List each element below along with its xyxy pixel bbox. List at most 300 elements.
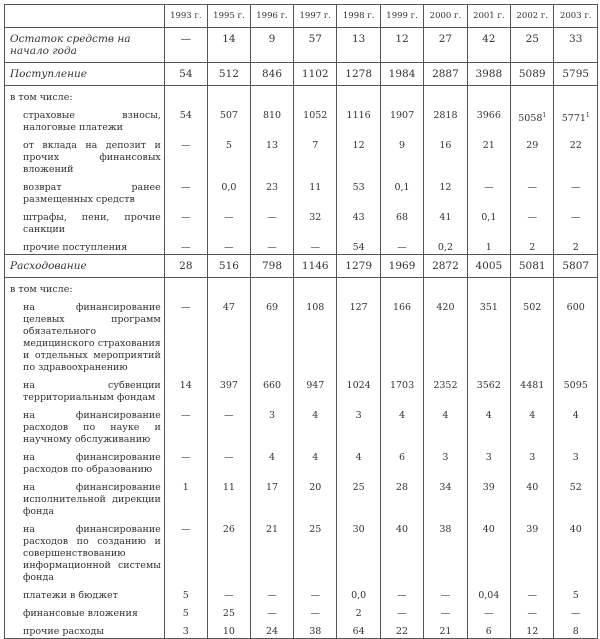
cell-value bbox=[380, 236, 423, 255]
value-text: — bbox=[440, 590, 451, 601]
cell-value bbox=[294, 255, 337, 278]
value-text: — bbox=[181, 182, 191, 193]
value-text: 47 bbox=[222, 302, 235, 313]
value-text: 3 bbox=[442, 452, 449, 463]
value-text: 5807 bbox=[562, 260, 590, 272]
value-text: 69 bbox=[265, 302, 279, 313]
cell-value bbox=[467, 28, 510, 63]
value-text: — bbox=[267, 590, 277, 601]
table-row bbox=[5, 86, 598, 105]
value-text: 16 bbox=[439, 140, 452, 151]
cell-value bbox=[337, 584, 380, 602]
value-text: — bbox=[181, 524, 191, 535]
cell-value bbox=[294, 476, 337, 518]
cell-value bbox=[294, 134, 337, 176]
value-text: 4 bbox=[572, 410, 579, 421]
value-text: 2 bbox=[529, 242, 536, 253]
value-text: 3 bbox=[572, 452, 579, 463]
table-row bbox=[5, 518, 598, 584]
value-text: 0,0 bbox=[351, 590, 367, 601]
cell-value bbox=[511, 278, 554, 297]
cell-value bbox=[250, 476, 293, 518]
cell-value bbox=[380, 134, 423, 176]
value-text: — bbox=[527, 590, 537, 601]
row-label: в том числе: bbox=[5, 86, 165, 105]
label-header bbox=[5, 5, 165, 28]
cell-value bbox=[250, 236, 293, 255]
value-text: 40 bbox=[569, 524, 582, 535]
cell-value bbox=[554, 134, 598, 176]
cell-value bbox=[164, 602, 207, 620]
value-text: 9 bbox=[399, 140, 406, 151]
footnote-mark: 1 bbox=[542, 112, 547, 119]
value-text: 0,1 bbox=[481, 212, 497, 223]
cell-value bbox=[207, 134, 250, 176]
value-text: 17 bbox=[265, 482, 279, 493]
cell-value bbox=[424, 206, 467, 236]
value-text: — bbox=[310, 590, 320, 601]
value-text: 846 bbox=[261, 68, 283, 80]
value-text: — bbox=[224, 212, 234, 223]
row-label: страховые взносы, налоговые платежи bbox=[5, 104, 165, 134]
value-text: 512 bbox=[218, 68, 239, 80]
cell-value bbox=[467, 134, 510, 176]
cell-value bbox=[250, 296, 293, 374]
cell-value bbox=[380, 86, 423, 105]
value-text: — bbox=[570, 608, 581, 619]
cell-value bbox=[424, 620, 467, 639]
value-text: 351 bbox=[479, 302, 498, 313]
cell-value bbox=[424, 374, 467, 404]
value-text: — bbox=[181, 140, 191, 151]
value-text: — bbox=[570, 182, 581, 193]
value-text: — bbox=[484, 182, 494, 193]
cell-value bbox=[424, 134, 467, 176]
year-header: 2003 г. bbox=[554, 5, 598, 28]
value-text: 25 bbox=[525, 33, 539, 45]
cell-value bbox=[207, 620, 250, 639]
row-label: на финансирование расходов по науке и научному обслуживанию bbox=[5, 404, 165, 446]
value-text: 1703 bbox=[389, 380, 415, 391]
cell-value bbox=[467, 374, 510, 404]
value-text: 127 bbox=[349, 302, 368, 313]
value-text: 26 bbox=[222, 524, 235, 535]
cell-value bbox=[164, 374, 207, 404]
footnote-mark: 1 bbox=[585, 112, 590, 119]
value-text: 11 bbox=[222, 482, 235, 493]
cell-value bbox=[554, 476, 598, 518]
table-row bbox=[5, 296, 598, 374]
cell-value bbox=[250, 374, 293, 404]
cell-value bbox=[380, 404, 423, 446]
value-text: — bbox=[181, 410, 191, 421]
cell-value bbox=[294, 28, 337, 63]
value-text: 2887 bbox=[432, 68, 459, 80]
value-text: — bbox=[397, 608, 407, 619]
table-row bbox=[5, 134, 598, 176]
value-text: 21 bbox=[439, 626, 452, 637]
cell-value bbox=[337, 446, 380, 476]
cell-value bbox=[337, 63, 380, 86]
value-text: 38 bbox=[309, 626, 322, 637]
value-text: 4005 bbox=[475, 260, 503, 272]
value-text: 3 bbox=[355, 410, 362, 421]
cell-value bbox=[250, 255, 293, 278]
value-text: 14 bbox=[179, 380, 192, 391]
cell-value bbox=[250, 206, 293, 236]
cell-value bbox=[554, 404, 598, 446]
cell-value bbox=[337, 404, 380, 446]
cell-value bbox=[337, 620, 380, 639]
value-text: 2352 bbox=[433, 380, 458, 391]
cell-value bbox=[554, 63, 598, 86]
cell-value bbox=[294, 278, 337, 297]
cell-value bbox=[164, 518, 207, 584]
value-text: 0,0 bbox=[221, 182, 237, 193]
value-text: 5 bbox=[182, 590, 189, 601]
year-header: 1993 г. bbox=[164, 5, 207, 28]
value-text: 33 bbox=[569, 33, 583, 45]
value-text: — bbox=[484, 608, 494, 619]
value-text: 4 bbox=[399, 410, 406, 421]
table-row bbox=[5, 404, 598, 446]
cell-value bbox=[467, 602, 510, 620]
value-text: 1024 bbox=[346, 380, 371, 391]
cell-value bbox=[294, 584, 337, 602]
cell-value bbox=[250, 404, 293, 446]
cell-value bbox=[294, 296, 337, 374]
cell-value bbox=[337, 176, 380, 206]
cell-value bbox=[337, 28, 380, 63]
value-text: 1052 bbox=[303, 110, 328, 121]
table-row bbox=[5, 255, 598, 278]
cell-value bbox=[511, 584, 554, 602]
cell-value bbox=[337, 278, 380, 297]
cell-value bbox=[380, 446, 423, 476]
value-text: 39 bbox=[482, 482, 495, 493]
cell-value bbox=[164, 584, 207, 602]
cell-value bbox=[294, 176, 337, 206]
cell-value bbox=[164, 278, 207, 297]
value-text: 4 bbox=[312, 452, 319, 463]
value-text: 600 bbox=[566, 302, 585, 313]
cell-value bbox=[380, 176, 423, 206]
value-text: — bbox=[181, 302, 191, 313]
value-text: 5771 bbox=[561, 113, 586, 125]
cell-value bbox=[467, 206, 510, 236]
value-text: 7 bbox=[312, 140, 319, 151]
cell-value bbox=[554, 206, 598, 236]
value-text: 14 bbox=[222, 33, 236, 45]
table-row bbox=[5, 278, 598, 297]
row-label: на финансирование целевых программ обязательного медицинского страхования и отдельных мероприятий по здравоохранению bbox=[5, 296, 165, 374]
cell-value bbox=[207, 374, 250, 404]
cell-value bbox=[424, 255, 467, 278]
value-text: — bbox=[224, 590, 234, 601]
cell-value bbox=[511, 255, 554, 278]
value-text: 3988 bbox=[475, 68, 503, 80]
cell-value bbox=[554, 602, 598, 620]
value-text: 5 bbox=[225, 140, 232, 151]
cell-value bbox=[164, 176, 207, 206]
cell-value bbox=[250, 134, 293, 176]
cell-value bbox=[554, 518, 598, 584]
cell-value bbox=[337, 602, 380, 620]
value-text: 6 bbox=[399, 452, 406, 463]
value-text: 27 bbox=[438, 33, 453, 45]
value-text: 5058 bbox=[518, 113, 543, 125]
cell-value bbox=[294, 446, 337, 476]
value-text: 10 bbox=[222, 626, 235, 637]
cell-value bbox=[424, 63, 467, 86]
value-text: 0,04 bbox=[478, 590, 500, 601]
value-text: 28 bbox=[179, 260, 193, 272]
value-text: 21 bbox=[265, 524, 279, 535]
value-text: 502 bbox=[523, 302, 542, 313]
value-text: 4481 bbox=[520, 380, 545, 391]
value-text: 660 bbox=[262, 380, 282, 391]
value-text: 24 bbox=[265, 626, 279, 637]
cell-value bbox=[164, 63, 207, 86]
cell-value bbox=[380, 28, 423, 63]
cell-value bbox=[467, 518, 510, 584]
value-text: 40 bbox=[482, 524, 495, 535]
cell-value bbox=[511, 446, 554, 476]
value-text: 1146 bbox=[301, 260, 329, 272]
cell-value bbox=[164, 446, 207, 476]
cell-value bbox=[207, 296, 250, 374]
cell-value bbox=[380, 518, 423, 584]
cell-value bbox=[380, 296, 423, 374]
financial-table bbox=[4, 4, 598, 639]
value-text: 21 bbox=[482, 140, 495, 151]
cell-value bbox=[294, 374, 337, 404]
cell-value bbox=[207, 584, 250, 602]
value-text: 12 bbox=[526, 626, 539, 637]
value-text: 3 bbox=[182, 626, 189, 637]
value-text: 5089 bbox=[518, 68, 546, 80]
value-text: 5095 bbox=[563, 380, 588, 391]
value-text: 12 bbox=[352, 140, 365, 151]
cell-value bbox=[164, 620, 207, 639]
value-text: 28 bbox=[395, 482, 409, 493]
cell-value bbox=[511, 28, 554, 63]
value-text: 54 bbox=[352, 242, 365, 253]
cell-value bbox=[554, 446, 598, 476]
cell-value bbox=[467, 620, 510, 639]
value-text: 3562 bbox=[476, 380, 501, 391]
cell-value bbox=[250, 63, 293, 86]
cell-value bbox=[250, 620, 293, 639]
value-text: — bbox=[267, 242, 277, 253]
value-text: — bbox=[181, 212, 191, 223]
year-header: 1998 г. bbox=[337, 5, 380, 28]
cell-value bbox=[380, 584, 423, 602]
row-label: Поступление bbox=[5, 63, 165, 86]
cell-value bbox=[467, 476, 510, 518]
cell-value bbox=[164, 104, 207, 134]
table-row bbox=[5, 236, 598, 255]
value-text: 22 bbox=[569, 140, 582, 151]
year-header: 1997 г. bbox=[294, 5, 337, 28]
cell-value bbox=[554, 104, 598, 134]
value-text: 34 bbox=[439, 482, 452, 493]
cell-value bbox=[207, 476, 250, 518]
cell-value bbox=[250, 602, 293, 620]
value-text: 25 bbox=[352, 482, 365, 493]
cell-value bbox=[207, 104, 250, 134]
value-text: 39 bbox=[526, 524, 539, 535]
value-text: 507 bbox=[219, 110, 238, 121]
value-text: 12 bbox=[395, 33, 409, 45]
cell-value bbox=[424, 476, 467, 518]
row-label: платежи в бюджет bbox=[5, 584, 165, 602]
row-label: на финансирование расходов по созданию и совершенствованию информационной системы фонда bbox=[5, 518, 165, 584]
cell-value bbox=[250, 518, 293, 584]
table-row bbox=[5, 602, 598, 620]
cell-value bbox=[207, 404, 250, 446]
cell-value bbox=[424, 584, 467, 602]
cell-value bbox=[337, 518, 380, 584]
cell-value bbox=[511, 86, 554, 105]
cell-value bbox=[164, 236, 207, 255]
cell-value bbox=[337, 476, 380, 518]
cell-value bbox=[380, 374, 423, 404]
cell-value bbox=[380, 602, 423, 620]
cell-value bbox=[294, 518, 337, 584]
value-text: 5081 bbox=[518, 260, 546, 272]
value-text: — bbox=[181, 242, 191, 253]
cell-value bbox=[207, 206, 250, 236]
value-text: 40 bbox=[395, 524, 409, 535]
cell-value bbox=[511, 620, 554, 639]
cell-value bbox=[424, 404, 467, 446]
value-text: — bbox=[527, 182, 537, 193]
cell-value bbox=[207, 63, 250, 86]
cell-value bbox=[250, 176, 293, 206]
value-text: — bbox=[570, 212, 581, 223]
cell-value bbox=[164, 28, 207, 63]
value-text: 2872 bbox=[432, 260, 459, 272]
value-text: 4 bbox=[529, 410, 536, 421]
row-label: Остаток средств на начало года bbox=[5, 28, 165, 63]
cell-value bbox=[511, 602, 554, 620]
cell-value bbox=[511, 104, 554, 134]
value-text: — bbox=[180, 33, 192, 45]
cell-value bbox=[554, 620, 598, 639]
cell-value bbox=[207, 236, 250, 255]
value-text: 810 bbox=[262, 110, 282, 121]
cell-value bbox=[294, 104, 337, 134]
cell-value bbox=[511, 374, 554, 404]
cell-value bbox=[554, 278, 598, 297]
value-text: 1 bbox=[182, 482, 189, 493]
value-text: 4 bbox=[442, 410, 449, 421]
cell-value bbox=[467, 446, 510, 476]
cell-value bbox=[207, 176, 250, 206]
value-text: 2 bbox=[355, 608, 362, 619]
value-text: 52 bbox=[569, 482, 582, 493]
year-header: 2001 г. bbox=[467, 5, 510, 28]
value-text: 3 bbox=[485, 452, 492, 463]
value-text: 5795 bbox=[562, 68, 590, 80]
cell-value bbox=[294, 404, 337, 446]
value-text: 1969 bbox=[388, 260, 416, 272]
cell-value bbox=[380, 63, 423, 86]
value-text: 516 bbox=[218, 260, 239, 272]
cell-value bbox=[380, 620, 423, 639]
cell-value bbox=[554, 584, 598, 602]
row-label: от вклада на депозит и прочих финансовых вложений bbox=[5, 134, 165, 176]
year-header: 2000 г. bbox=[424, 5, 467, 28]
value-text: 4 bbox=[268, 452, 276, 463]
cell-value bbox=[250, 28, 293, 63]
value-text: 1279 bbox=[345, 260, 373, 272]
cell-value bbox=[554, 236, 598, 255]
value-text: 5 bbox=[182, 608, 189, 619]
value-text: 57 bbox=[308, 33, 322, 45]
value-text: 42 bbox=[482, 33, 496, 45]
cell-value bbox=[207, 255, 250, 278]
table-row bbox=[5, 63, 598, 86]
value-text: 22 bbox=[395, 626, 409, 637]
value-text: 12 bbox=[439, 182, 452, 193]
year-header: 1996 г. bbox=[250, 5, 293, 28]
cell-value bbox=[337, 374, 380, 404]
value-text: 2818 bbox=[433, 110, 458, 121]
value-text: 3966 bbox=[476, 110, 501, 121]
cell-value bbox=[294, 620, 337, 639]
value-text: 3 bbox=[268, 410, 276, 421]
cell-value bbox=[424, 278, 467, 297]
cell-value bbox=[467, 296, 510, 374]
cell-value bbox=[164, 476, 207, 518]
cell-value bbox=[424, 104, 467, 134]
cell-value bbox=[380, 206, 423, 236]
value-text: 38 bbox=[439, 524, 452, 535]
cell-value bbox=[467, 236, 510, 255]
cell-value bbox=[467, 63, 510, 86]
cell-value bbox=[207, 518, 250, 584]
cell-value bbox=[511, 476, 554, 518]
cell-value bbox=[467, 584, 510, 602]
value-text: 32 bbox=[309, 212, 322, 223]
cell-value bbox=[164, 134, 207, 176]
value-text: 1 bbox=[485, 242, 492, 253]
value-text: 6 bbox=[485, 626, 492, 637]
cell-value bbox=[337, 296, 380, 374]
cell-value bbox=[380, 255, 423, 278]
cell-value bbox=[424, 28, 467, 63]
row-label: в том числе: bbox=[5, 278, 165, 297]
value-text: 25 bbox=[309, 524, 322, 535]
cell-value bbox=[554, 176, 598, 206]
value-text: 0,2 bbox=[437, 242, 453, 253]
cell-value bbox=[164, 86, 207, 105]
cell-value bbox=[250, 86, 293, 105]
value-text: 9 bbox=[268, 33, 276, 45]
row-label: Расходование bbox=[5, 255, 165, 278]
value-text: — bbox=[397, 590, 407, 601]
table-row bbox=[5, 176, 598, 206]
table-row bbox=[5, 446, 598, 476]
value-text: — bbox=[224, 452, 234, 463]
cell-value bbox=[467, 104, 510, 134]
value-text: — bbox=[224, 242, 234, 253]
value-text: 41 bbox=[439, 212, 452, 223]
value-text: — bbox=[181, 452, 191, 463]
cell-value bbox=[164, 404, 207, 446]
